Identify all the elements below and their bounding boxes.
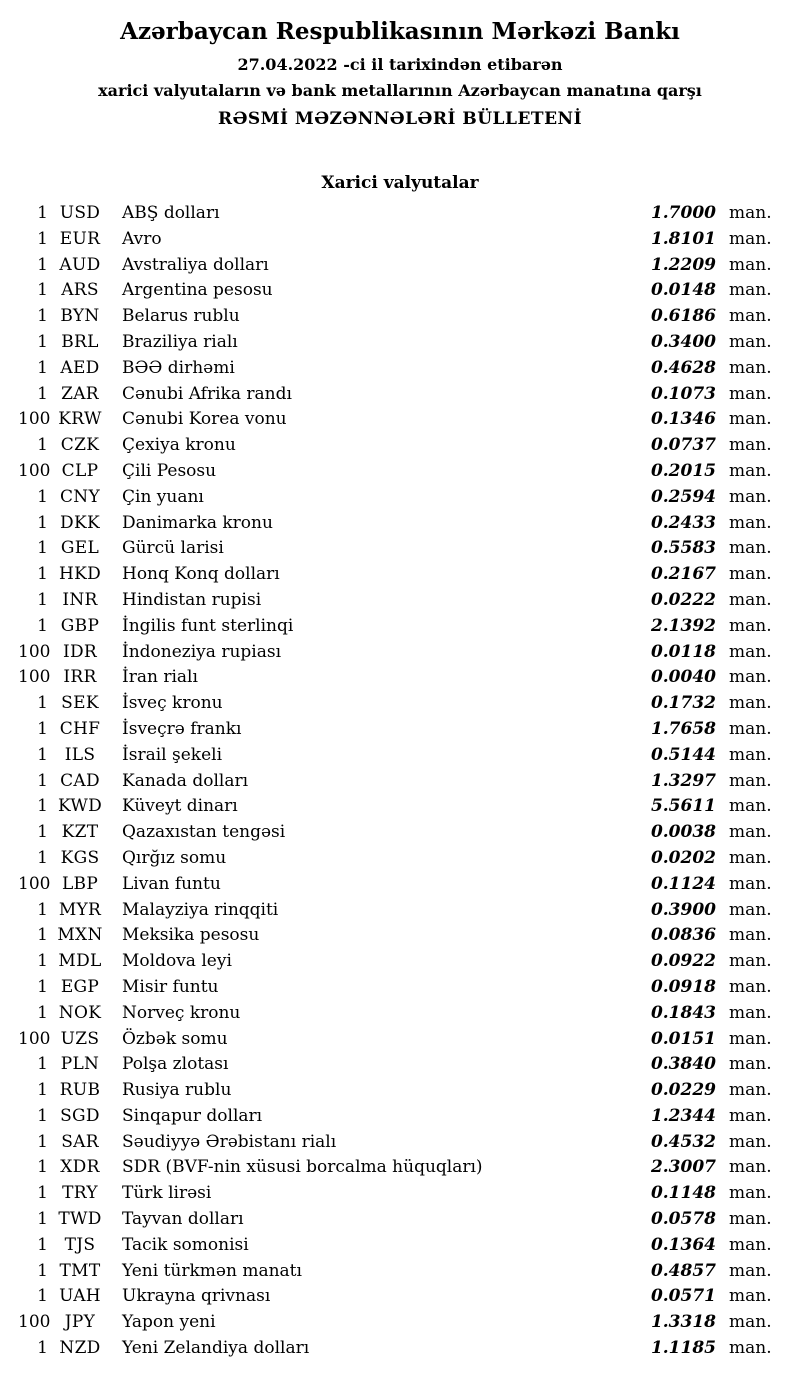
rate-value: 0.0118 <box>650 641 716 662</box>
rate-row <box>18 536 770 562</box>
rate-row <box>18 1284 770 1310</box>
currency-name: Misir funtu <box>122 976 219 997</box>
rate-unit: man. <box>729 254 772 275</box>
currency-code: CAD <box>60 770 100 791</box>
currency-code: BRL <box>61 331 99 352</box>
rate-unit: man. <box>729 589 772 610</box>
rate-row <box>18 278 770 304</box>
rate-quantity: 1 <box>37 1209 48 1230</box>
rate-quantity: 1 <box>37 254 48 275</box>
rate-quantity: 1 <box>37 976 48 997</box>
section-title: Xarici valyutalar <box>321 173 479 193</box>
rate-value: 1.2344 <box>650 1105 716 1126</box>
currency-code: KGS <box>60 847 100 868</box>
rate-unit: man. <box>729 1105 772 1126</box>
rate-unit: man. <box>729 1054 772 1075</box>
rate-unit: man. <box>729 847 772 868</box>
currency-code: CNY <box>59 486 100 507</box>
currency-code: SEK <box>61 693 99 714</box>
rate-value: 5.5611 <box>650 796 716 817</box>
rate-row <box>18 433 770 459</box>
rate-row <box>18 304 770 330</box>
rate-quantity: 1 <box>37 589 48 610</box>
currency-code: CLP <box>61 460 99 481</box>
rate-value: 1.7000 <box>650 203 716 223</box>
currency-name: Meksika pesosu <box>122 925 260 946</box>
rate-unit: man. <box>729 1312 772 1333</box>
rate-row <box>18 459 770 485</box>
rate-unit: man. <box>729 718 772 739</box>
currency-name: İsrail şekeli <box>122 744 222 765</box>
page-title: Azərbaycan Respublikasının Mərkəzi Bankı <box>120 18 680 45</box>
currency-code: PLN <box>60 1054 100 1075</box>
currency-name: Hindistan rupisi <box>122 589 262 610</box>
rate-unit: man. <box>729 667 772 688</box>
currency-code: GBP <box>60 615 100 636</box>
currency-name: Özbək somu <box>122 1028 228 1049</box>
rate-quantity: 1 <box>37 693 48 714</box>
currency-name: Qazaxıstan tengəsi <box>122 822 286 843</box>
rate-quantity: 1 <box>37 383 48 404</box>
rate-unit: man. <box>729 615 772 636</box>
rate-unit: man. <box>729 1028 772 1049</box>
rate-unit: man. <box>729 486 772 507</box>
currency-name: Honq Konq dolları <box>122 564 280 585</box>
currency-name: İndoneziya rupiası <box>122 641 282 662</box>
rate-quantity: 1 <box>37 1002 48 1023</box>
rate-value: 0.1073 <box>650 383 716 404</box>
rate-quantity: 1 <box>37 1234 48 1255</box>
rate-quantity: 1 <box>37 1338 48 1359</box>
currency-name: Malayziya rinqqiti <box>122 899 279 920</box>
currency-code: INR <box>62 589 98 610</box>
currency-name: Kanada dolları <box>122 770 249 791</box>
rate-row <box>18 743 770 769</box>
rate-value: 0.2167 <box>650 564 716 585</box>
currency-code: IRR <box>63 667 97 688</box>
rate-row <box>18 227 770 253</box>
rate-value: 0.0040 <box>650 667 716 688</box>
rate-unit: man. <box>729 203 772 223</box>
rate-value: 0.6186 <box>650 306 716 327</box>
currency-code: XDR <box>60 1157 100 1178</box>
currency-name: Türk lirəsi <box>122 1183 212 1204</box>
currency-code: DKK <box>60 512 100 533</box>
rate-row <box>18 1259 770 1285</box>
rate-value: 0.0571 <box>650 1286 716 1307</box>
rate-unit: man. <box>729 1131 772 1152</box>
rates-table <box>0 199 800 1362</box>
rate-quantity: 1 <box>37 925 48 946</box>
rate-row <box>18 588 770 614</box>
currency-code: SGD <box>60 1105 100 1126</box>
rate-row <box>18 407 770 433</box>
currency-code: KZT <box>61 822 99 843</box>
rate-row <box>18 1310 770 1336</box>
rate-value: 0.0222 <box>650 589 716 610</box>
rate-row <box>18 923 770 949</box>
rate-unit: man. <box>729 357 772 378</box>
currency-code: EGP <box>60 976 100 997</box>
currency-name: İsveç kronu <box>122 693 223 714</box>
rate-row <box>18 794 770 820</box>
rate-row <box>18 1027 770 1053</box>
rate-quantity: 1 <box>37 512 48 533</box>
rate-row <box>18 820 770 846</box>
currency-name: Argentina pesosu <box>122 280 273 301</box>
currency-name: İran rialı <box>122 667 198 688</box>
rate-quantity: 1 <box>37 1286 48 1307</box>
rate-unit: man. <box>729 228 772 249</box>
currency-code: SAR <box>61 1131 99 1152</box>
currency-name: Çexiya kronu <box>122 435 236 456</box>
currency-code: ILS <box>64 744 96 765</box>
currency-name: Danimarka kronu <box>122 512 273 533</box>
subtitle-line: xarici valyutaların və bank metallarının Azərbaycan manatına qarşı <box>98 81 702 100</box>
rate-quantity: 1 <box>37 847 48 868</box>
rate-unit: man. <box>729 1234 772 1255</box>
rate-unit: man. <box>729 822 772 843</box>
rate-quantity: 1 <box>37 718 48 739</box>
currency-name: Cənubi Afrika randı <box>122 383 292 404</box>
rate-value: 0.2015 <box>650 460 716 481</box>
rate-row <box>18 562 770 588</box>
rate-value: 0.0148 <box>650 280 716 301</box>
rate-quantity: 1 <box>37 435 48 456</box>
rate-value: 0.0836 <box>650 925 716 946</box>
rate-unit: man. <box>729 1157 772 1178</box>
rate-unit: man. <box>729 564 772 585</box>
currency-name: Rusiya rublu <box>122 1080 232 1101</box>
rate-quantity: 100 <box>18 641 51 662</box>
rate-row <box>18 846 770 872</box>
currency-code: KRW <box>58 409 102 430</box>
rate-value: 2.1392 <box>650 615 716 636</box>
currency-name: İngilis funt sterlinqi <box>122 615 294 636</box>
currency-name: Tayvan dolları <box>122 1209 244 1230</box>
currency-name: Qırğız somu <box>122 847 227 868</box>
bulletin-header <box>0 18 800 129</box>
rate-value: 0.0918 <box>650 976 716 997</box>
rate-unit: man. <box>729 1286 772 1307</box>
rate-quantity: 1 <box>37 538 48 559</box>
rate-unit: man. <box>729 976 772 997</box>
rate-value: 0.0038 <box>650 822 716 843</box>
rate-row <box>18 1207 770 1233</box>
rate-unit: man. <box>729 951 772 972</box>
currency-code: CZK <box>60 435 100 456</box>
rate-quantity: 1 <box>37 306 48 327</box>
rate-value: 0.1364 <box>650 1234 716 1255</box>
rate-value: 0.1148 <box>650 1183 716 1204</box>
rate-quantity: 1 <box>37 331 48 352</box>
rate-row <box>18 253 770 279</box>
rate-value: 1.7658 <box>650 718 716 739</box>
currency-code: BYN <box>60 306 100 327</box>
rate-row <box>18 665 770 691</box>
rate-value: 0.3840 <box>650 1054 716 1075</box>
rate-quantity: 1 <box>37 951 48 972</box>
rate-value: 0.5583 <box>650 538 716 559</box>
rate-value: 1.3318 <box>650 1312 716 1333</box>
bulletin-title: RƏSMİ MƏZƏNNƏLƏRİ BÜLLETENİ <box>217 109 583 129</box>
rate-row <box>18 511 770 537</box>
rate-unit: man. <box>729 538 772 559</box>
rate-unit: man. <box>729 1338 772 1359</box>
rate-unit: man. <box>729 1080 772 1101</box>
rate-unit: man. <box>729 899 772 920</box>
rate-unit: man. <box>729 409 772 430</box>
rate-quantity: 1 <box>37 280 48 301</box>
currency-name: ABŞ dolları <box>122 203 220 223</box>
rate-value: 0.3400 <box>650 331 716 352</box>
rate-row <box>18 1001 770 1027</box>
rate-row <box>18 717 770 743</box>
rate-unit: man. <box>729 1209 772 1230</box>
rate-value: 0.3900 <box>650 899 716 920</box>
rate-row <box>18 485 770 511</box>
currency-name: Polşa zlotası <box>122 1054 229 1075</box>
currency-code: JPY <box>64 1312 96 1333</box>
rate-unit: man. <box>729 383 772 404</box>
rate-quantity: 100 <box>18 460 51 481</box>
rate-row <box>18 1104 770 1130</box>
currency-name: Səudiyyə Ərəbistanı rialı <box>122 1131 337 1152</box>
currency-code: AUD <box>59 254 101 275</box>
rate-quantity: 1 <box>37 822 48 843</box>
currency-code: USD <box>59 203 101 223</box>
rate-value: 0.0578 <box>650 1209 716 1230</box>
rate-unit: man. <box>729 460 772 481</box>
rate-quantity: 1 <box>37 228 48 249</box>
rate-value: 0.4532 <box>650 1131 716 1152</box>
rate-row <box>18 640 770 666</box>
rate-row <box>18 872 770 898</box>
currency-name: Yeni türkmən manatı <box>122 1260 302 1281</box>
rate-value: 0.1124 <box>650 873 716 894</box>
rate-value: 0.0229 <box>650 1080 716 1101</box>
currency-name: Ukrayna qrivnası <box>122 1286 271 1307</box>
rate-row <box>18 1181 770 1207</box>
currency-code: KWD <box>57 796 103 817</box>
currency-name: Avstraliya dolları <box>122 254 269 275</box>
rate-row <box>18 898 770 924</box>
rate-unit: man. <box>729 693 772 714</box>
rate-row <box>18 201 770 227</box>
rate-value: 0.0922 <box>650 951 716 972</box>
rate-quantity: 100 <box>18 667 51 688</box>
rate-unit: man. <box>729 1002 772 1023</box>
currency-code: TJS <box>64 1234 96 1255</box>
rate-row <box>18 1078 770 1104</box>
rate-quantity: 1 <box>37 796 48 817</box>
currency-name: Norveç kronu <box>122 1002 241 1023</box>
rate-unit: man. <box>729 331 772 352</box>
rate-row <box>18 330 770 356</box>
currency-name: Avro <box>122 228 162 249</box>
rate-value: 0.1843 <box>650 1002 716 1023</box>
currency-name: SDR (BVF-nin xüsusi borcalma hüquqları) <box>122 1157 483 1178</box>
rate-quantity: 1 <box>37 564 48 585</box>
rate-row <box>18 382 770 408</box>
rate-row <box>18 1130 770 1156</box>
currency-code: TMT <box>59 1260 101 1281</box>
currency-code: HKD <box>58 564 102 585</box>
rate-value: 0.5144 <box>650 744 716 765</box>
rate-unit: man. <box>729 873 772 894</box>
rate-quantity: 1 <box>37 1260 48 1281</box>
rate-quantity: 1 <box>37 770 48 791</box>
rate-value: 0.4857 <box>650 1260 716 1281</box>
rate-value: 1.1185 <box>650 1338 716 1359</box>
currency-name: Braziliya rialı <box>122 331 238 352</box>
rate-quantity: 1 <box>37 1157 48 1178</box>
rate-value: 0.2433 <box>650 512 716 533</box>
rate-quantity: 1 <box>37 1080 48 1101</box>
currency-code: EUR <box>59 228 101 249</box>
rate-row <box>18 614 770 640</box>
currency-code: ARS <box>61 280 99 301</box>
currency-code: UZS <box>60 1028 100 1049</box>
rate-quantity: 100 <box>18 1028 51 1049</box>
currency-code: MDL <box>58 951 102 972</box>
rate-unit: man. <box>729 1183 772 1204</box>
rate-value: 0.2594 <box>650 486 716 507</box>
rate-row <box>18 1155 770 1181</box>
rate-quantity: 1 <box>37 357 48 378</box>
rate-unit: man. <box>729 744 772 765</box>
rate-quantity: 1 <box>37 1131 48 1152</box>
currency-name: BƏƏ dirhəmi <box>122 357 235 378</box>
currency-code: AED <box>60 357 100 378</box>
currency-code: NOK <box>58 1002 102 1023</box>
rate-row <box>18 769 770 795</box>
rate-quantity: 1 <box>37 744 48 765</box>
rate-unit: man. <box>729 435 772 456</box>
currency-name: Yeni Zelandiya dolları <box>122 1338 310 1359</box>
rate-unit: man. <box>729 512 772 533</box>
rate-quantity: 1 <box>37 486 48 507</box>
rate-quantity: 1 <box>37 615 48 636</box>
currency-name: Cənubi Korea vonu <box>122 409 287 430</box>
rate-value: 0.0737 <box>650 435 716 456</box>
currency-name: Sinqapur dolları <box>122 1105 263 1126</box>
currency-name: Tacik somonisi <box>122 1234 249 1255</box>
currency-code: TWD <box>58 1209 102 1230</box>
currency-name: Çili Pesosu <box>122 460 217 481</box>
rate-value: 2.3007 <box>650 1157 716 1178</box>
currency-name: Yapon yeni <box>122 1312 216 1333</box>
rate-value: 0.1346 <box>650 409 716 430</box>
rate-quantity: 100 <box>18 873 51 894</box>
currency-code: IDR <box>62 641 98 662</box>
date-line: 27.04.2022 -ci il tarixindən etibarən <box>237 55 563 74</box>
rate-row <box>18 975 770 1001</box>
currency-name: Moldova leyi <box>122 951 232 972</box>
rate-quantity: 100 <box>18 409 51 430</box>
rate-unit: man. <box>729 641 772 662</box>
currency-code: GEL <box>60 538 100 559</box>
rate-row <box>18 691 770 717</box>
rate-row <box>18 1052 770 1078</box>
rate-row <box>18 356 770 382</box>
rate-value: 1.8101 <box>650 228 716 249</box>
currency-code: CHF <box>59 718 101 739</box>
currency-name: Belarus rublu <box>122 306 240 327</box>
currency-name: Gürcü larisi <box>122 538 224 559</box>
currency-name: Çin yuanı <box>122 486 204 507</box>
currency-name: Küveyt dinarı <box>122 796 238 817</box>
currency-code: MXN <box>57 925 103 946</box>
rate-quantity: 1 <box>37 1105 48 1126</box>
rate-value: 1.3297 <box>650 770 716 791</box>
rate-value: 1.2209 <box>650 254 716 275</box>
rate-unit: man. <box>729 925 772 946</box>
currency-code: RUB <box>59 1080 101 1101</box>
currency-name: Livan funtu <box>122 873 221 894</box>
currency-code: NZD <box>59 1338 101 1359</box>
rate-unit: man. <box>729 770 772 791</box>
rate-row <box>18 949 770 975</box>
rate-quantity: 100 <box>18 1312 51 1333</box>
rate-value: 0.4628 <box>650 357 716 378</box>
rate-unit: man. <box>729 1260 772 1281</box>
currency-code: TRY <box>62 1183 98 1204</box>
rate-quantity: 1 <box>37 1054 48 1075</box>
currency-code: MYR <box>58 899 102 920</box>
rate-quantity: 1 <box>37 899 48 920</box>
rate-unit: man. <box>729 280 772 301</box>
rate-unit: man. <box>729 796 772 817</box>
currency-name: İsveçrə frankı <box>122 718 242 739</box>
currency-code: UAH <box>59 1286 101 1307</box>
rate-quantity: 1 <box>37 203 48 223</box>
rate-quantity: 1 <box>37 1183 48 1204</box>
rate-row <box>18 1336 770 1362</box>
rate-value: 0.1732 <box>650 693 716 714</box>
rate-value: 0.0151 <box>650 1028 716 1049</box>
rate-unit: man. <box>729 306 772 327</box>
rate-row <box>18 1233 770 1259</box>
currency-code: ZAR <box>61 383 99 404</box>
currency-code: LBP <box>61 873 99 894</box>
rate-value: 0.0202 <box>650 847 716 868</box>
